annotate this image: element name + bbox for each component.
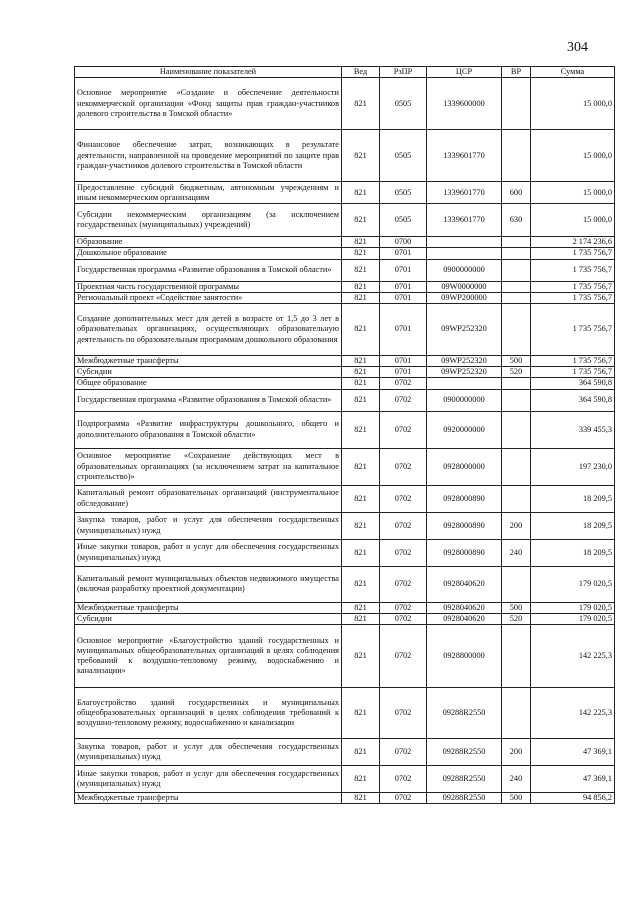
cell-vr: 630 bbox=[502, 204, 531, 237]
cell-vr bbox=[502, 78, 531, 130]
cell-name: Закупка товаров, работ и услуг для обеспечения государственных (муниципальных) нужд bbox=[75, 739, 342, 766]
table-row bbox=[75, 237, 615, 248]
cell-vr bbox=[502, 411, 531, 448]
cell-vr bbox=[502, 281, 531, 292]
cell-csr: 0928000890 bbox=[427, 485, 502, 512]
cell-rzpr: 0701 bbox=[380, 356, 427, 367]
cell-csr: 1339601770 bbox=[427, 182, 502, 204]
table-row bbox=[75, 411, 615, 448]
cell-vr bbox=[502, 448, 531, 485]
cell-ved: 821 bbox=[342, 688, 380, 739]
cell-csr: 09288R2550 bbox=[427, 766, 502, 793]
cell-rzpr: 0701 bbox=[380, 259, 427, 281]
table-row bbox=[75, 281, 615, 292]
table-row bbox=[75, 625, 615, 688]
cell-rzpr: 0701 bbox=[380, 292, 427, 303]
cell-sum: 47 369,1 bbox=[531, 766, 615, 793]
cell-sum: 18 209,5 bbox=[531, 485, 615, 512]
cell-ved: 821 bbox=[342, 389, 380, 411]
cell-csr: 1339601770 bbox=[427, 204, 502, 237]
table-row bbox=[75, 389, 615, 411]
table-row bbox=[75, 367, 615, 378]
table-row bbox=[75, 688, 615, 739]
cell-csr: 09W0000000 bbox=[427, 281, 502, 292]
cell-rzpr: 0702 bbox=[380, 378, 427, 389]
cell-rzpr: 0702 bbox=[380, 739, 427, 766]
cell-ved: 821 bbox=[342, 356, 380, 367]
cell-ved: 821 bbox=[342, 739, 380, 766]
cell-csr: 0928040620 bbox=[427, 613, 502, 624]
cell-name: Государственная программа «Развитие образования в Томской области» bbox=[75, 389, 342, 411]
cell-vr bbox=[502, 237, 531, 248]
cell-csr bbox=[427, 378, 502, 389]
cell-ved: 821 bbox=[342, 378, 380, 389]
cell-sum: 1 735 756,7 bbox=[531, 281, 615, 292]
table-row bbox=[75, 613, 615, 624]
table-row bbox=[75, 512, 615, 539]
cell-ved: 821 bbox=[342, 539, 380, 566]
cell-ved: 821 bbox=[342, 259, 380, 281]
cell-rzpr: 0701 bbox=[380, 367, 427, 378]
cell-sum: 15 000,0 bbox=[531, 182, 615, 204]
cell-ved: 821 bbox=[342, 766, 380, 793]
cell-sum: 15 000,0 bbox=[531, 130, 615, 182]
table-row bbox=[75, 793, 615, 804]
cell-sum: 1 735 756,7 bbox=[531, 356, 615, 367]
table-row bbox=[75, 448, 615, 485]
cell-rzpr: 0702 bbox=[380, 766, 427, 793]
cell-csr: 09288R2550 bbox=[427, 739, 502, 766]
cell-ved: 821 bbox=[342, 292, 380, 303]
cell-csr bbox=[427, 237, 502, 248]
cell-vr bbox=[502, 688, 531, 739]
cell-rzpr: 0505 bbox=[380, 182, 427, 204]
cell-ved: 821 bbox=[342, 78, 380, 130]
cell-name: Подпрограмма «Развитие инфраструктуры дошкольного, общего и дополнительного образования в Томской области» bbox=[75, 411, 342, 448]
cell-csr: 1339600000 bbox=[427, 78, 502, 130]
header-sum: Сумма bbox=[531, 67, 615, 78]
cell-vr bbox=[502, 259, 531, 281]
cell-rzpr: 0702 bbox=[380, 793, 427, 804]
cell-rzpr: 0702 bbox=[380, 448, 427, 485]
cell-rzpr: 0505 bbox=[380, 204, 427, 237]
cell-sum: 1 735 756,7 bbox=[531, 304, 615, 356]
cell-ved: 821 bbox=[342, 613, 380, 624]
cell-name: Закупка товаров, работ и услуг для обеспечения государственных (муниципальных) нужд bbox=[75, 512, 342, 539]
table-row bbox=[75, 248, 615, 259]
cell-rzpr: 0505 bbox=[380, 130, 427, 182]
header-ved: Вед bbox=[342, 67, 380, 78]
cell-sum: 339 455,3 bbox=[531, 411, 615, 448]
cell-name: Межбюджетные трансферты bbox=[75, 602, 342, 613]
cell-vr: 200 bbox=[502, 739, 531, 766]
cell-rzpr: 0702 bbox=[380, 485, 427, 512]
cell-sum: 179 020,5 bbox=[531, 566, 615, 602]
cell-rzpr: 0700 bbox=[380, 237, 427, 248]
cell-ved: 821 bbox=[342, 130, 380, 182]
cell-csr: 0900000000 bbox=[427, 259, 502, 281]
table-row bbox=[75, 539, 615, 566]
cell-vr bbox=[502, 292, 531, 303]
page-number: 304 bbox=[567, 40, 588, 55]
table-row bbox=[75, 259, 615, 281]
cell-vr bbox=[502, 625, 531, 688]
cell-csr: 0928000000 bbox=[427, 448, 502, 485]
cell-csr: 0928040620 bbox=[427, 566, 502, 602]
cell-rzpr: 0701 bbox=[380, 304, 427, 356]
cell-sum: 15 000,0 bbox=[531, 204, 615, 237]
cell-sum: 197 230,0 bbox=[531, 448, 615, 485]
cell-vr bbox=[502, 304, 531, 356]
cell-vr bbox=[502, 130, 531, 182]
cell-ved: 821 bbox=[342, 625, 380, 688]
cell-sum: 364 590,8 bbox=[531, 389, 615, 411]
cell-csr: 09288R2550 bbox=[427, 793, 502, 804]
cell-vr bbox=[502, 378, 531, 389]
cell-csr: 0900000000 bbox=[427, 389, 502, 411]
cell-csr: 0920000000 bbox=[427, 411, 502, 448]
cell-rzpr: 0701 bbox=[380, 281, 427, 292]
cell-name: Иные закупки товаров, работ и услуг для обеспечения государственных (муниципальных) нужд bbox=[75, 766, 342, 793]
table-row bbox=[75, 485, 615, 512]
cell-name: Общее образование bbox=[75, 378, 342, 389]
cell-sum: 18 209,5 bbox=[531, 512, 615, 539]
cell-csr: 0928800000 bbox=[427, 625, 502, 688]
cell-name: Иные закупки товаров, работ и услуг для обеспечения государственных (муниципальных) нужд bbox=[75, 539, 342, 566]
cell-ved: 821 bbox=[342, 304, 380, 356]
cell-vr: 500 bbox=[502, 356, 531, 367]
cell-name: Образование bbox=[75, 237, 342, 248]
cell-name: Благоустройство зданий государственных и муниципальных общеобразовательных организаций в целях соблюдения требований к воздушно-тепловому режиму, водоснабжению и канализации bbox=[75, 688, 342, 739]
cell-vr: 520 bbox=[502, 367, 531, 378]
header-rzpr: РзПР bbox=[380, 67, 427, 78]
cell-sum: 142 225,3 bbox=[531, 688, 615, 739]
cell-ved: 821 bbox=[342, 411, 380, 448]
table-row bbox=[75, 378, 615, 389]
table-row bbox=[75, 204, 615, 237]
cell-vr: 240 bbox=[502, 539, 531, 566]
cell-rzpr: 0702 bbox=[380, 602, 427, 613]
table-row bbox=[75, 130, 615, 182]
cell-ved: 821 bbox=[342, 182, 380, 204]
table-row bbox=[75, 78, 615, 130]
cell-name: Создание дополнительных мест для детей в возрасте от 1,5 до 3 лет в образовательных организациях, осуществляющих образовательную деятельность по образовательным программам дошкольного образования bbox=[75, 304, 342, 356]
cell-ved: 821 bbox=[342, 512, 380, 539]
cell-csr: 0928000890 bbox=[427, 539, 502, 566]
cell-csr: 0928040620 bbox=[427, 602, 502, 613]
cell-rzpr: 0702 bbox=[380, 389, 427, 411]
cell-rzpr: 0702 bbox=[380, 411, 427, 448]
cell-name: Субсидии bbox=[75, 613, 342, 624]
cell-name: Субсидии некоммерческим организациям (за исключением государственных (муниципальных) учреждений) bbox=[75, 204, 342, 237]
cell-rzpr: 0701 bbox=[380, 248, 427, 259]
table-row bbox=[75, 566, 615, 602]
cell-csr: 1339601770 bbox=[427, 130, 502, 182]
cell-name: Дошкольное образование bbox=[75, 248, 342, 259]
cell-rzpr: 0505 bbox=[380, 78, 427, 130]
cell-name: Капитальный ремонт образовательных организаций (инструментальное обследование) bbox=[75, 485, 342, 512]
cell-ved: 821 bbox=[342, 566, 380, 602]
cell-vr: 520 bbox=[502, 613, 531, 624]
header-csr: ЦСР bbox=[427, 67, 502, 78]
cell-csr bbox=[427, 248, 502, 259]
cell-name: Государственная программа «Развитие образования в Томской области» bbox=[75, 259, 342, 281]
cell-rzpr: 0702 bbox=[380, 625, 427, 688]
cell-vr: 240 bbox=[502, 766, 531, 793]
cell-name: Основное мероприятие «Благоустройство зданий государственных и муниципальных общеобразовательных организаций в целях соблюдения требований к воздушно-тепловому режиму, водоснабжению и канализации» bbox=[75, 625, 342, 688]
cell-sum: 1 735 756,7 bbox=[531, 248, 615, 259]
cell-sum: 1 735 756,7 bbox=[531, 259, 615, 281]
cell-sum: 47 369,1 bbox=[531, 739, 615, 766]
cell-csr: 09WP252320 bbox=[427, 367, 502, 378]
cell-sum: 179 020,5 bbox=[531, 602, 615, 613]
table-row bbox=[75, 304, 615, 356]
cell-vr: 500 bbox=[502, 793, 531, 804]
cell-vr bbox=[502, 248, 531, 259]
cell-vr: 200 bbox=[502, 512, 531, 539]
cell-name: Межбюджетные трансферты bbox=[75, 356, 342, 367]
cell-vr: 500 bbox=[502, 602, 531, 613]
table-row bbox=[75, 766, 615, 793]
header-name: Наименование показателей bbox=[75, 67, 342, 78]
cell-sum: 15 000,0 bbox=[531, 78, 615, 130]
cell-ved: 821 bbox=[342, 281, 380, 292]
header-vr: ВР bbox=[502, 67, 531, 78]
cell-vr bbox=[502, 566, 531, 602]
cell-vr: 600 bbox=[502, 182, 531, 204]
budget-table bbox=[74, 66, 615, 804]
cell-csr: 09WP252320 bbox=[427, 304, 502, 356]
cell-sum: 1 735 756,7 bbox=[531, 292, 615, 303]
cell-rzpr: 0702 bbox=[380, 566, 427, 602]
cell-sum: 2 174 236,6 bbox=[531, 237, 615, 248]
cell-csr: 09WP200000 bbox=[427, 292, 502, 303]
cell-ved: 821 bbox=[342, 248, 380, 259]
cell-name: Финансовое обеспечение затрат, возникающих в результате деятельности, направленной на проведение мероприятий по защите прав граждан-участников долевого строительства в Томской области bbox=[75, 130, 342, 182]
table-header-row bbox=[75, 67, 615, 78]
cell-name: Проектная часть государственной программы bbox=[75, 281, 342, 292]
table-row bbox=[75, 182, 615, 204]
cell-vr bbox=[502, 485, 531, 512]
cell-csr: 09WP252320 bbox=[427, 356, 502, 367]
cell-name: Субсидии bbox=[75, 367, 342, 378]
cell-csr: 0928000890 bbox=[427, 512, 502, 539]
cell-ved: 821 bbox=[342, 448, 380, 485]
cell-rzpr: 0702 bbox=[380, 613, 427, 624]
cell-sum: 179 020,5 bbox=[531, 613, 615, 624]
cell-sum: 364 590,8 bbox=[531, 378, 615, 389]
cell-name: Межбюджетные трансферты bbox=[75, 793, 342, 804]
cell-ved: 821 bbox=[342, 204, 380, 237]
cell-name: Региональный проект «Содействие занятости» bbox=[75, 292, 342, 303]
cell-rzpr: 0702 bbox=[380, 688, 427, 739]
cell-name: Основное мероприятие «Сохранение действующих мест в образовательных организациях (за исключением затрат на капитальное строительство)» bbox=[75, 448, 342, 485]
cell-name: Капитальный ремонт муниципальных объектов недвижимого имущества (включая разработку проектной документации) bbox=[75, 566, 342, 602]
table-body bbox=[75, 78, 615, 804]
table-row bbox=[75, 602, 615, 613]
cell-rzpr: 0702 bbox=[380, 512, 427, 539]
cell-sum: 142 225,3 bbox=[531, 625, 615, 688]
cell-sum: 94 856,2 bbox=[531, 793, 615, 804]
cell-sum: 18 209,5 bbox=[531, 539, 615, 566]
cell-rzpr: 0702 bbox=[380, 539, 427, 566]
cell-name: Предоставление субсидий бюджетным, автономным учреждениям и иным некоммерческим организациям bbox=[75, 182, 342, 204]
cell-name: Основное мероприятие «Создание и обеспечение деятельности некоммерческой организации «Фонд защиты прав граждан-участников долевого строительства в Томской области» bbox=[75, 78, 342, 130]
cell-ved: 821 bbox=[342, 367, 380, 378]
table-row bbox=[75, 356, 615, 367]
cell-ved: 821 bbox=[342, 602, 380, 613]
table-row bbox=[75, 739, 615, 766]
cell-csr: 09288R2550 bbox=[427, 688, 502, 739]
table-row bbox=[75, 292, 615, 303]
cell-ved: 821 bbox=[342, 485, 380, 512]
cell-vr bbox=[502, 389, 531, 411]
cell-sum: 1 735 756,7 bbox=[531, 367, 615, 378]
cell-ved: 821 bbox=[342, 793, 380, 804]
cell-ved: 821 bbox=[342, 237, 380, 248]
